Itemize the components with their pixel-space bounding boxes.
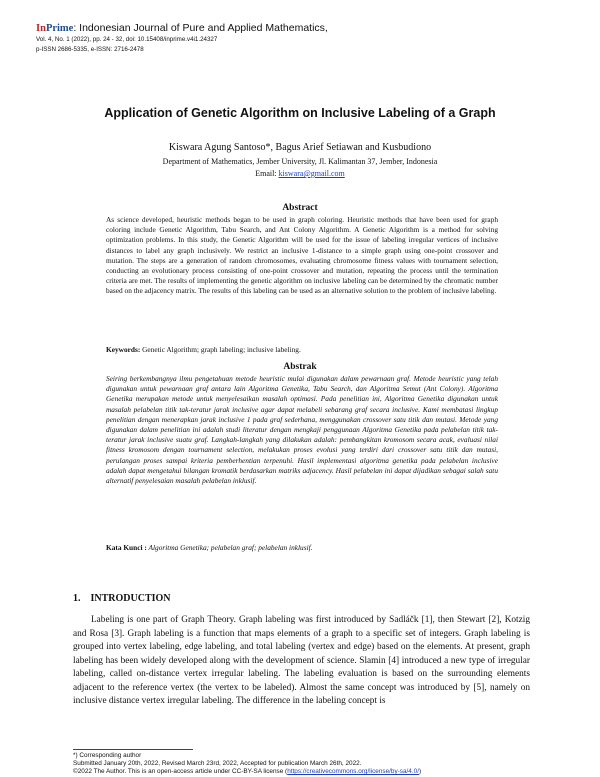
paper-authors: Kiswara Agung Santoso*, Bagus Arief Setiawan and Kusbudiono [168, 142, 432, 153]
journal-name-line [36, 22, 576, 34]
email-label: Email: [255, 169, 279, 178]
abstrak-text: Seiring berkembangnya ilmu pengetahuan metode heuristic mulai digunakan dalam pewarnaan graf. Metode heuristic yang telah digunakan untuk pewarnaan graf antara lain Algoritma Genetika, Tabu Search, dan Algoritma Semut (Ant Colony). Algoritma Genetika merupakan metode untuk menyelesaikan masalah optimasi. Pada penelitian ini, Algoritma Genetika digunakan untuk masalah pelabelan titik tak-teratur jarak inclusive agar dapat melabeli sebarang graf secara inclusive. Kami membatasi lingkup penelitian dengan menerapkan jarak inclusive 1 pada graf sederhana, menggunakan crossover satu titik dan mutasi. Metode yang digunakan dalam penelitian ini adalah studi literatur dengan mengkaji penggunaan Algoritma Genetika pada pelabelan titik tak-teratur jarak inclusive suatu graf. Langkah-langkah yang dilakukan adalah: pembangkitan kromosom secara acak, evaluasi nilai fitness kromosom dengan tournament selection, melakukan proses evolusi yang terdiri dari crossover satu titik dan mutasi, perulangan proses sampai kriteria pemberhentian terpenuhi. Hasil implementasi algoritma genetika pada pelabelan inclusive adalah dapat mengetahui bilangan kromatik berdasarkan matriks adjacency. Hasil pelabelan ini dapat dijadikan sebagai salah satu alternatif penyelesaian masalah pelabelan inklusif. [106, 374, 498, 486]
issn-line: p-ISSN 2686-5335, e-ISSN: 2716-2478 [36, 46, 144, 53]
paper-email-line [0, 169, 600, 178]
email-link[interactable]: kiswara@gmail.com [278, 169, 345, 178]
paper-title: Application of Genetic Algorithm on Inclusive Labeling of a Graph [104, 106, 496, 120]
journal-logo: InPrime [36, 23, 74, 34]
footnote-rule [73, 749, 193, 750]
footnote-submitted: Submitted January 20th, 2022, Revised March 23rd, 2022, Accepted for publication March 26th, 2022. [73, 760, 362, 767]
abstract-keywords [106, 345, 498, 355]
license-suffix: ) [418, 768, 422, 775]
kata-kunci-label: Kata Kunci : [106, 543, 147, 552]
license-link[interactable]: https://creativecommons.org/license/by-sa/4.0/ [287, 768, 419, 775]
footnote-license [73, 768, 543, 777]
introduction-section [73, 614, 530, 709]
journal-header [36, 22, 576, 54]
abstract-text: As science developed, heuristic methods began to be used in graph coloring. Heuristic methods that have been used for graph coloring include Genetic Algorithm, Tabu Search, and Ant Colony Algorithm. A Genetic Algorithm is a method for solving optimization problems. In this study, the Genetic Algorithm will be used for the issue of labeling irregular vertices of inclusive distances to label any graph inclusively. We restrict an inclusive 1-distance to a simple graph using one-point crossover and mutation. The steps are a generation of random chromosomes, evaluating chromosome fitness values with tournament selection, conducting an evolutionary process consisting of one-point crossover and mutation, repeating the process until the termination criteria are met. The results of implementing the genetic algorithm on inclusive labeling can be determined by the chromatic number based on the adjacency matrix. The results of this labeling can be used as an alternative solution to the problem of inclusive labeling. [106, 215, 498, 296]
paper-affiliation: Department of Mathematics, Jember University, Jl. Kalimantan 37, Jember, Indonesia [162, 157, 438, 166]
abstract-heading: Abstract [282, 203, 318, 213]
journal-name: : Indonesian Journal of Pure and Applied Mathematics, [73, 22, 328, 34]
footnote-corresponding: *) Corresponding author [73, 752, 142, 759]
license-prefix: ©2022 The Author. This is an open-access article under CC-BY-SA license ( [73, 768, 288, 775]
abstrak-heading: Abstrak [283, 362, 317, 372]
kata-kunci-text: Algoritma Genetika; pelabelan graf; pelabelan inklusif. [146, 543, 313, 552]
keywords-label: Keywords: [106, 345, 141, 354]
volume-line: Vol. 4, No. 1 (2022), pp. 24 - 32, doi: 10.15408/inprime.v4i1.24327 [36, 36, 218, 43]
abstrak-keywords [106, 543, 498, 553]
introduction-heading: 1. INTRODUCTION [73, 593, 171, 604]
keywords-text: Genetic Algorithm; graph labeling; inclusive labeling. [140, 345, 301, 354]
introduction-paragraph: Labeling is one part of Graph Theory. Graph labeling was first introduced by Sadláčk [1], then Stewart [2], Kotzig and Rosa [3]. Graph labeling is a function that maps elements of a graph to a specific set of integers. Graph labeling is grouped into vertex labeling, edge labeling, and total labeling (vertex and edge) based on the elements. At present, graph labeling has been widely developed along with the development of science. Slamin [4] introduced a new type of irregular labeling, called on-distance vertex irregular labeling. The labeling evaluation is based on the surrounding elements adjacent to the reference vertex (the vertex to be labeled). Almost the same concept was introduced by [5], namely on inclusive distance vertex irregular labeling. The difference in the labeling concept is [73, 615, 530, 706]
